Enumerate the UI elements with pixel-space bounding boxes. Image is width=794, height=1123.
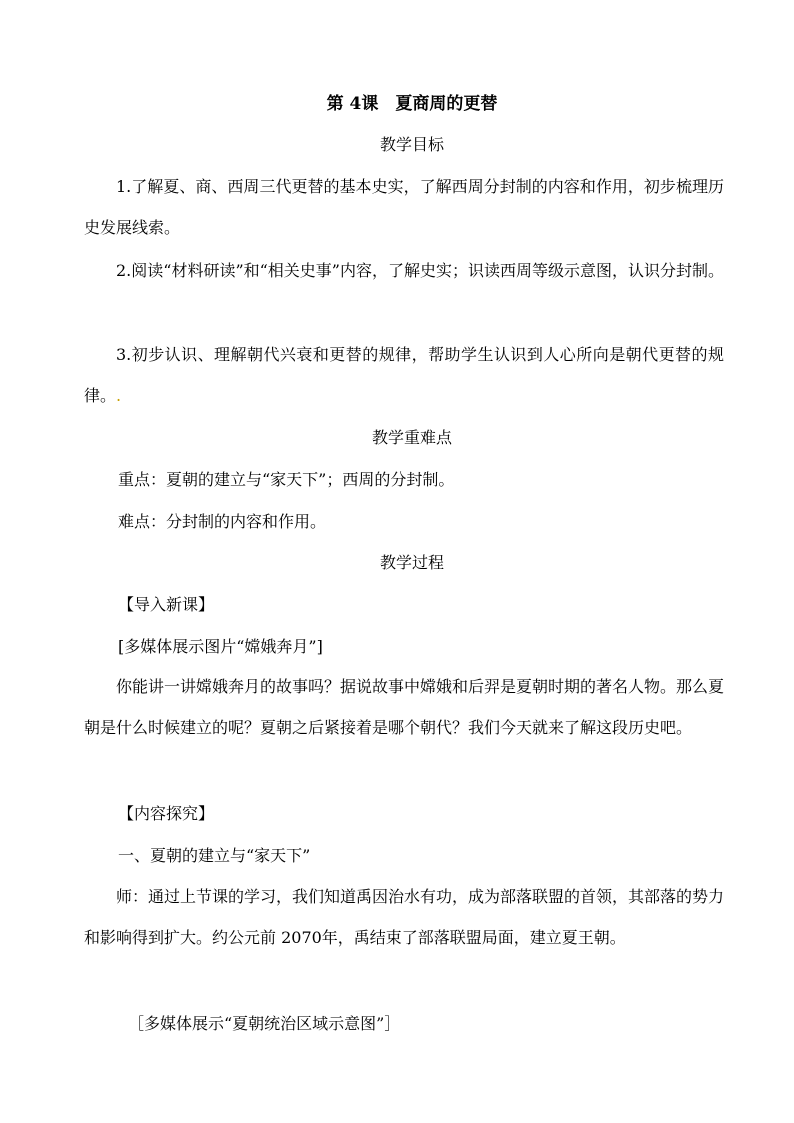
teacher-text: 师：通过上节课的学习，我们知道禹因治水有功，成为部落联盟的首领，其部落的势力和影响得到扩大。约公元前 2070年，禹结束了部落联盟局面，建立夏王朝。 [84,887,725,947]
map-media-note: ［多媒体展示“夏朝统治区域示意图”］ [128,1014,401,1033]
objective-1: 1.了解夏、商、西周三代更替的基本史实，了解西周分封制的内容和作用，初步梳理历史发展线索。 [84,177,724,237]
objective-3-text: 3.初步认识、理解朝代兴衰和更替的规律，帮助学生认识到人心所向是朝代更替的规律。 [84,345,724,405]
key-points-heading: 教学重难点 [371,428,452,447]
lesson-title: 第 4课 夏商周的更替 [326,94,498,114]
explore-heading: 【内容探究】 [118,804,215,823]
objective-3 [84,334,724,416]
objective-2: 2.阅读“材料研读”和“相关史事”内容，了解史实；识读西周等级示意图，认识分封制。 [116,261,724,280]
document-page [84,0,724,1123]
intro-heading: 【导入新课】 [118,595,215,614]
part-1-heading: 一、夏朝的建立与“家天下” [118,846,311,865]
key-point: 重点：夏朝的建立与“家天下”；西周的分封制。 [118,470,455,489]
objectives-heading: 教学目标 [379,135,444,154]
objective-3-mark: . [116,386,122,405]
process-heading: 教学过程 [379,553,444,572]
difficult-point: 难点：分封制的内容和作用。 [118,512,327,531]
intro-media-note: [多媒体展示图片“嫦娥奔月”] [118,637,323,656]
intro-text: 你能讲一讲嫦娥奔月的故事吗？据说故事中嫦娥和后羿是夏朝时期的著名人物。那么夏朝是什么时候建立的呢？夏朝之后紧接着是哪个朝代？我们今天就来了解这段历史吧。 [84,677,725,737]
